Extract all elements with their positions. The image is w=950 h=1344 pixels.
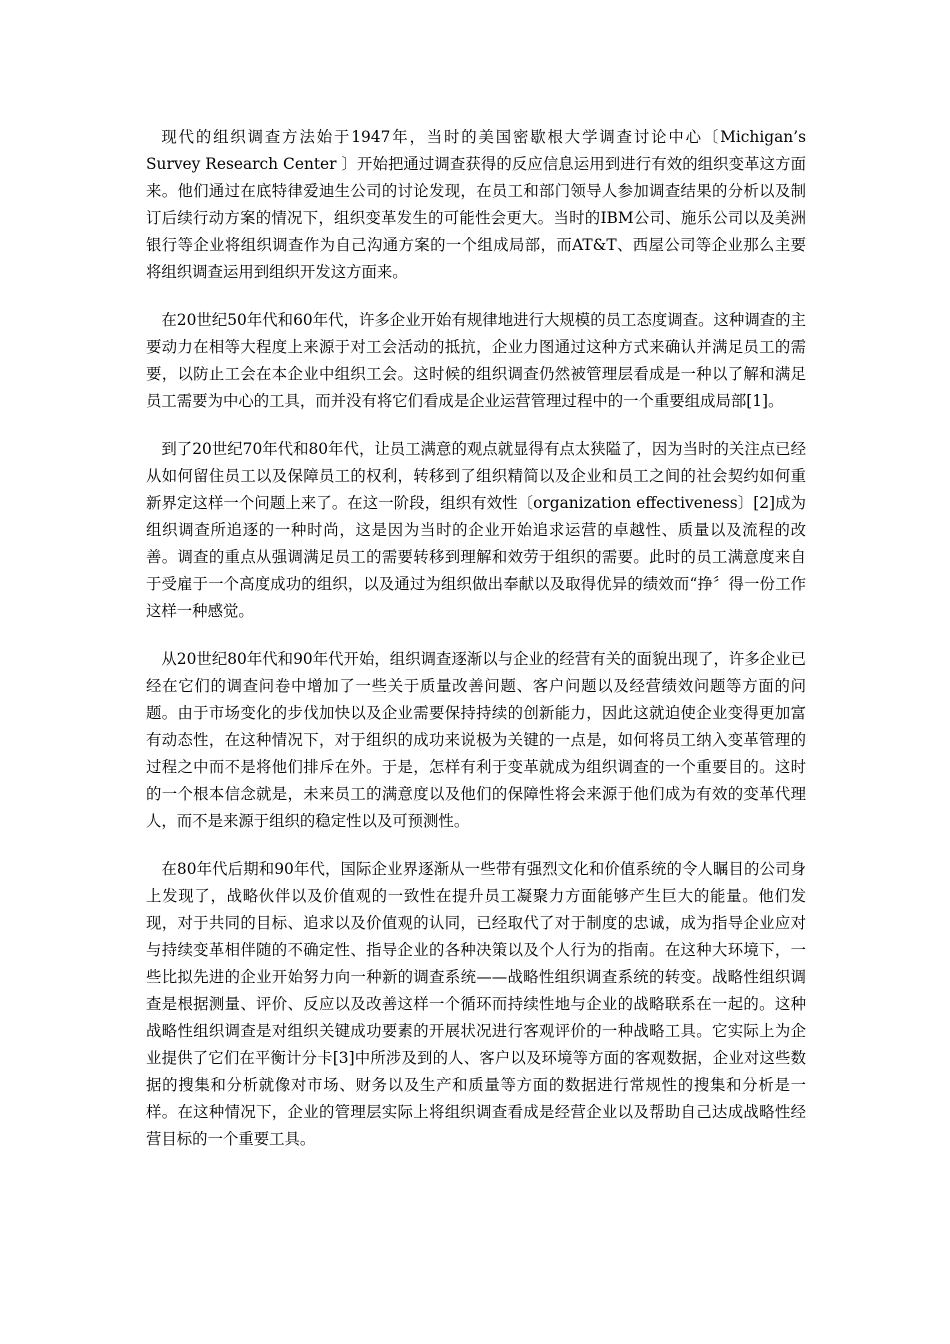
paragraph-1: 现代的组织调查方法始于1947年，当时的美国密歇根大学调查讨论中心〔Michigan’s Survey Research Center 〕开始把通过调查获得的反应信息运用到进行有效的组织变革这方面来。他们通过在底特律爱迪生公司的讨论发现，在员工和部门领导人参加调查结果的分析以及制订后续行动方案的情况下，组织变革发生的可能性会更大。当时的IBM公司、施乐公司以及美洲银行等企业将组织调查作为自己沟通方案的一个组成局部，而AT&T、西屋公司等企业那么主要将组织调查运用到组织开发这方面来。 [146,128,806,281]
paragraph-5: 在80年代后期和90年代，国际企业界逐渐从一些带有强烈文化和价值系统的令人瞩目的公司身上发现了，战略伙伴以及价值观的一致性在提升员工凝聚力方面能够产生巨大的能量。他们发现，对于共同的目标、追求以及价值观的认同，已经取代了对于制度的忠诚，成为指导企业应对与持续变革相伴随的不确定性、指导企业的各种决策以及个人行为的指南。在这种大环境下，一些比拟先进的企业开始努力向一种新的调查系统——战略性组织调查系统的转变。战略性组织调查是根据测量、评价、反应以及改善这样一个循环而持续性地与企业的战略联系在一起的。这种战略性组织调查是对组织关键成功要素的开展状况进行客观评价的一种战略工具。它实际上为企业提供了它们在平衡计分卡[3]中所涉及到的人、客户以及环境等方面的客观数据，企业对这些数据的搜集和分析就像对市场、财务以及生产和质量等方面的数据进行常规性的搜集和分析是一样。在这种情况下，企业的管理层实际上将组织调查看成是经营企业以及帮助自己达成战略性经营目标的一个重要工具。 [146,860,806,1148]
paragraph-4: 从20世纪80年代和90年代开始，组织调查逐渐以与企业的经营有关的面貌出现了，许多企业已经在它们的调查问卷中增加了一些关于质量改善问题、客户问题以及经营绩效问题等方面的问题。由于市场变化的步伐加快以及企业需要保持持续的创新能力，因此这就迫使企业变得更加富有动态性，在这种情况下，对于组织的成功来说极为关键的一点是，如何将员工纳入变革管理的过程之中而不是将他们排斥在外。于是，怎样有利于变革就成为组织调查的一个重要目的。这时的一个根本信念就是，未来员工的满意度以及他们的保障性将会来源于他们成为有效的变革代理人，而不是来源于组织的稳定性以及可预测性。 [146,650,806,830]
document-body [146,124,806,1174]
paragraph-2: 在20世纪50年代和60年代，许多企业开始有规律地进行大规模的员工态度调查。这种调查的主要动力在相等大程度上来源于对工会活动的抵抗，企业力图通过这种方式来确认并满足员工的需要，以防止工会在本企业中组织工会。这时候的组织调查仍然被管理层看成是一种以了解和满足员工需要为中心的工具，而并没有将它们看成是企业运营管理过程中的一个重要组成局部[1]。 [146,311,806,410]
paragraph-3: 到了20世纪70年代和80年代，让员工满意的观点就显得有点太狭隘了，因为当时的关注点已经从如何留住员工以及保障员工的权利，转移到了组织精简以及企业和员工之间的社会契约如何重新界定这样一个问题上来了。在这一阶段，组织有效性〔organization effectiveness〕[2]成为组织调查所追逐的一种时尚，这是因为当时的企业开始追求运营的卓越性、质量以及流程的改善。调查的重点从强调满足员工的需要转移到理解和效劳于组织的需要。此时的员工满意度来自于受雇于一个高度成功的组织，以及通过为组织做出奉献以及取得优异的绩效而“挣〞得一份工作这样一种感觉。 [146,440,806,620]
